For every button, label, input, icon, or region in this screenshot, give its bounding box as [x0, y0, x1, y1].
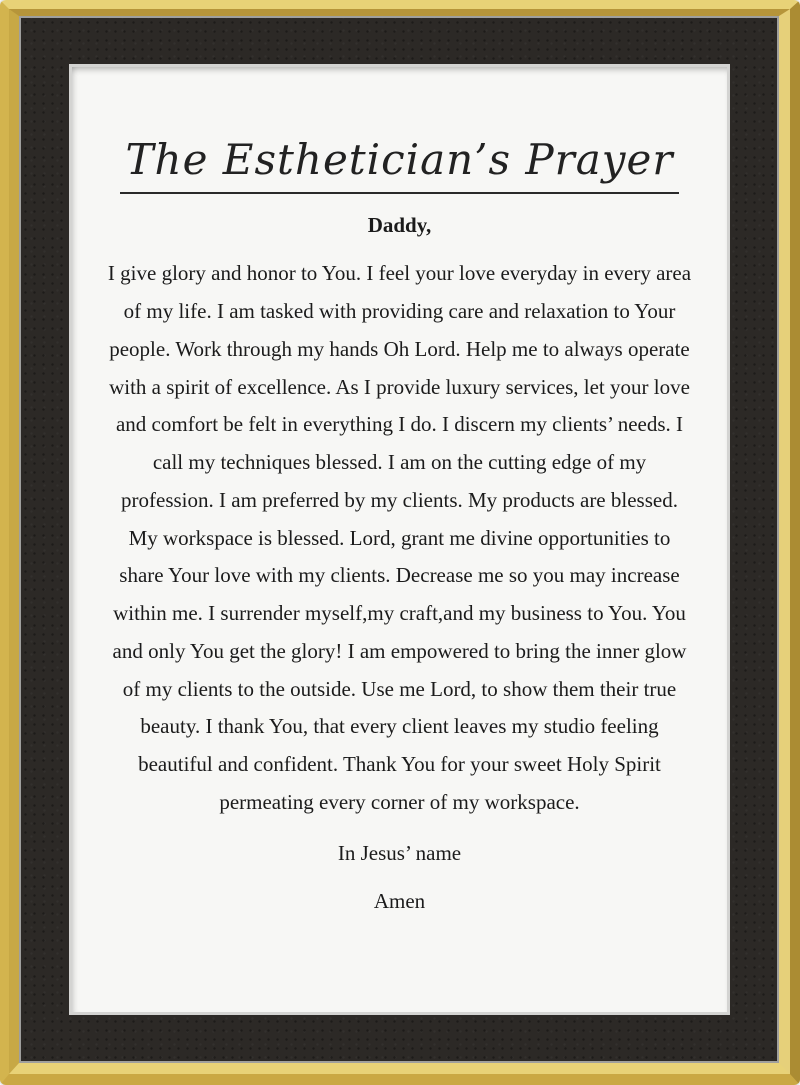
amen-line: Amen: [373, 888, 426, 913]
prayer-line: of my clients to the outside. Use me Lord, to show them their true: [122, 676, 677, 701]
salutation: Daddy,: [367, 213, 432, 238]
prayer-body: [72, 255, 727, 821]
prayer-line: My workspace is blessed. Lord, grant me divine opportunities to: [128, 525, 671, 550]
prayer-line: share Your love with my clients. Decrease me so you may increase: [119, 563, 680, 588]
prayer-line: permeating every corner of my workspace.: [219, 789, 580, 814]
prayer-line: and comfort be felt in everything I do. I discern my clients’ needs. I: [115, 412, 683, 437]
prayer-line: profession. I am preferred by my clients. My products are blessed.: [121, 487, 678, 512]
prayer-line: of my life. I am tasked with providing care and relaxation to Your: [123, 299, 676, 324]
prayer-line: I give glory and honor to You. I feel your love everyday in every area: [107, 261, 692, 286]
black-mat: [21, 18, 777, 1061]
prayer-line: with a spirit of excellence. As I provide luxury services, let your love: [109, 374, 690, 399]
prayer-line: and only You get the glory! I am empowered to bring the inner glow: [112, 638, 687, 663]
frame-fillet: [19, 16, 779, 1063]
prayer-line: beautiful and confident. Thank You for your sweet Holy Spirit: [138, 752, 661, 777]
prayer-line: people. Work through my hands Oh Lord. Help me to always operate: [109, 336, 690, 361]
prayer-line: within me. I surrender myself,my craft,and my business to You. You: [113, 601, 686, 626]
picture-frame-inner-lip: [9, 9, 790, 1074]
prayer-line: beauty. I thank You, that every client leaves my studio feeling: [140, 714, 659, 739]
title-wrap: [72, 135, 727, 194]
prayer-title: The Esthetician’s Prayer: [120, 135, 680, 194]
prayer-print: [69, 64, 730, 1015]
closing-line: In Jesus’ name: [337, 840, 462, 865]
prayer-line: call my techniques blessed. I am on the cutting edge of my: [152, 450, 647, 475]
